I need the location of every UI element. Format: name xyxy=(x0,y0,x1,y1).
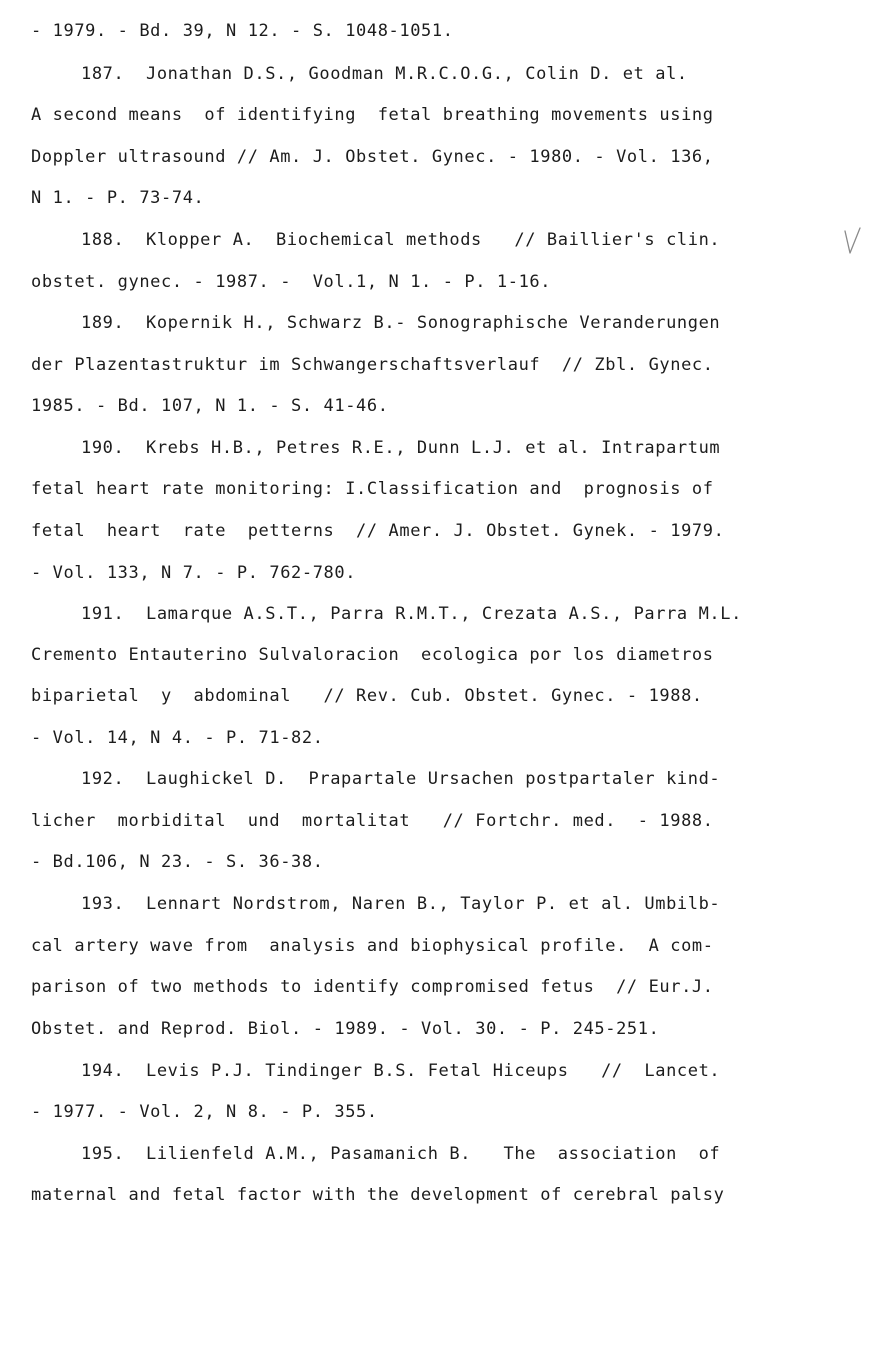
text-line: 190. Krebs H.B., Petres R.E., Dunn L.J. et al. Intrapartum xyxy=(81,438,721,458)
text-line: 193. Lennart Nordstrom, Naren B., Taylor P. et al. Umbilb- xyxy=(81,894,721,914)
handwritten-check-mark xyxy=(842,225,864,257)
text-line: fetal heart rate monitoring: I.Classification and prognosis of xyxy=(31,479,714,499)
text-line: N 1. - P. 73-74. xyxy=(31,188,205,208)
text-line: - Vol. 14, N 4. - P. 71-82. xyxy=(31,728,324,748)
text-line: obstet. gynec. - 1987. - Vol.1, N 1. - P. 1-16. xyxy=(31,272,552,292)
text-line: 188. Klopper A. Biochemical methods // Baillier's clin. xyxy=(81,230,721,250)
text-line: biparietal y abdominal // Rev. Cub. Obstet. Gynec. - 1988. xyxy=(31,686,703,706)
text-line: fetal heart rate petterns // Amer. J. Obstet. Gynek. - 1979. xyxy=(31,521,725,541)
text-line: der Plazentastruktur im Schwangerschaftsverlauf // Zbl. Gynec. xyxy=(31,355,714,375)
text-line: - Vol. 133, N 7. - P. 762-780. xyxy=(31,563,357,583)
text-line: 194. Levis P.J. Tindinger B.S. Fetal Hiceups // Lancet. xyxy=(81,1061,721,1081)
text-line: cal artery wave from analysis and biophysical profile. A com- xyxy=(31,936,714,956)
text-line: 1985. - Bd. 107, N 1. - S. 41-46. xyxy=(31,396,389,416)
text-line: maternal and fetal factor with the development of cerebral palsy xyxy=(31,1185,725,1205)
text-line: parison of two methods to identify compromised fetus // Eur.J. xyxy=(31,977,714,997)
text-line: - 1977. - Vol. 2, N 8. - P. 355. xyxy=(31,1102,378,1122)
text-line: - 1979. - Bd. 39, N 12. - S. 1048-1051. xyxy=(31,21,454,41)
text-line: 195. Lilienfeld A.M., Pasamanich B. The association of xyxy=(81,1144,721,1164)
text-line: A second means of identifying fetal breathing movements using xyxy=(31,105,714,125)
text-line: Obstet. and Reprod. Biol. - 1989. - Vol. 30. - P. 245-251. xyxy=(31,1019,660,1039)
text-line: Cremento Entauterino Sulvaloracion ecologica por los diametros xyxy=(31,645,714,665)
text-line: 192. Laughickel D. Prapartale Ursachen postpartaler kind- xyxy=(81,769,721,789)
text-line: 191. Lamarque A.S.T., Parra R.M.T., Crezata A.S., Parra M.L. xyxy=(81,604,742,624)
text-line: Doppler ultrasound // Am. J. Obstet. Gynec. - 1980. - Vol. 136, xyxy=(31,147,714,167)
text-line: 189. Kopernik H., Schwarz B.- Sonographische Veranderungen xyxy=(81,313,721,333)
text-line: 187. Jonathan D.S., Goodman M.R.C.O.G., Colin D. et al. xyxy=(81,64,688,84)
text-line: - Bd.106, N 23. - S. 36-38. xyxy=(31,852,324,872)
text-line: licher morbidital und mortalitat // Fortchr. med. - 1988. xyxy=(31,811,714,831)
